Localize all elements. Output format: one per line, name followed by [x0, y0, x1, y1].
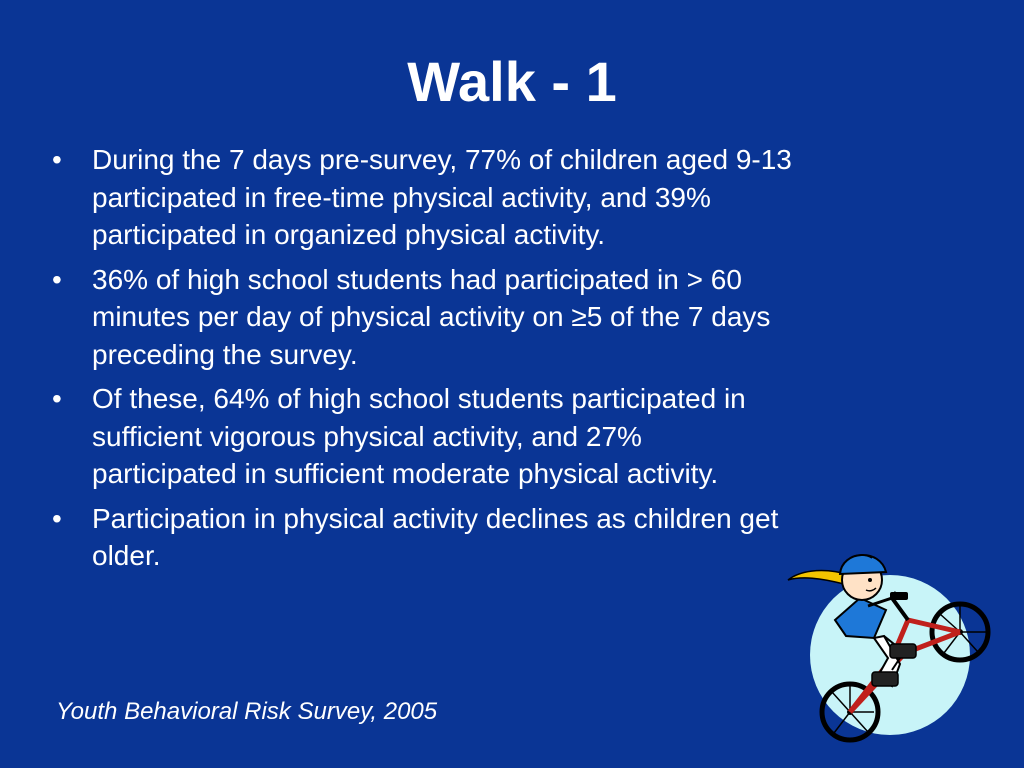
bullet-marker: • — [52, 383, 62, 414]
bullet-item-2 — [52, 261, 792, 374]
bullet-marker: • — [52, 263, 62, 295]
bullet-text: 36% of high school students had participated in > 60 minutes per day of physical activity on ≥5 of the 7 days preceding the survey. — [92, 263, 771, 370]
bullet-marker: • — [52, 144, 62, 175]
bullet-list — [52, 141, 792, 582]
citation: Youth Behavioral Risk Survey, 2005 — [56, 698, 438, 725]
slide-title: Walk - 1 — [407, 50, 617, 113]
bullet-item-4 — [52, 500, 792, 575]
bullet-text: Of these, 64% of high school students participated in sufficient vigorous physical activity, and 27% participated in sufficient moderate physical activity. — [92, 383, 746, 489]
bullet-text: Participation in physical activity declines as children get older. — [92, 502, 779, 571]
bullet-marker: • — [52, 502, 62, 534]
girl-riding-bicycle-icon — [780, 540, 1000, 760]
bullet-item-1 — [52, 141, 792, 254]
bullet-text: During the 7 days pre-survey, 77% of children aged 9-13 participated in free-time physical activity, and 39% participated in organized physical activity. — [92, 144, 792, 250]
bullet-item-3 — [52, 380, 792, 493]
